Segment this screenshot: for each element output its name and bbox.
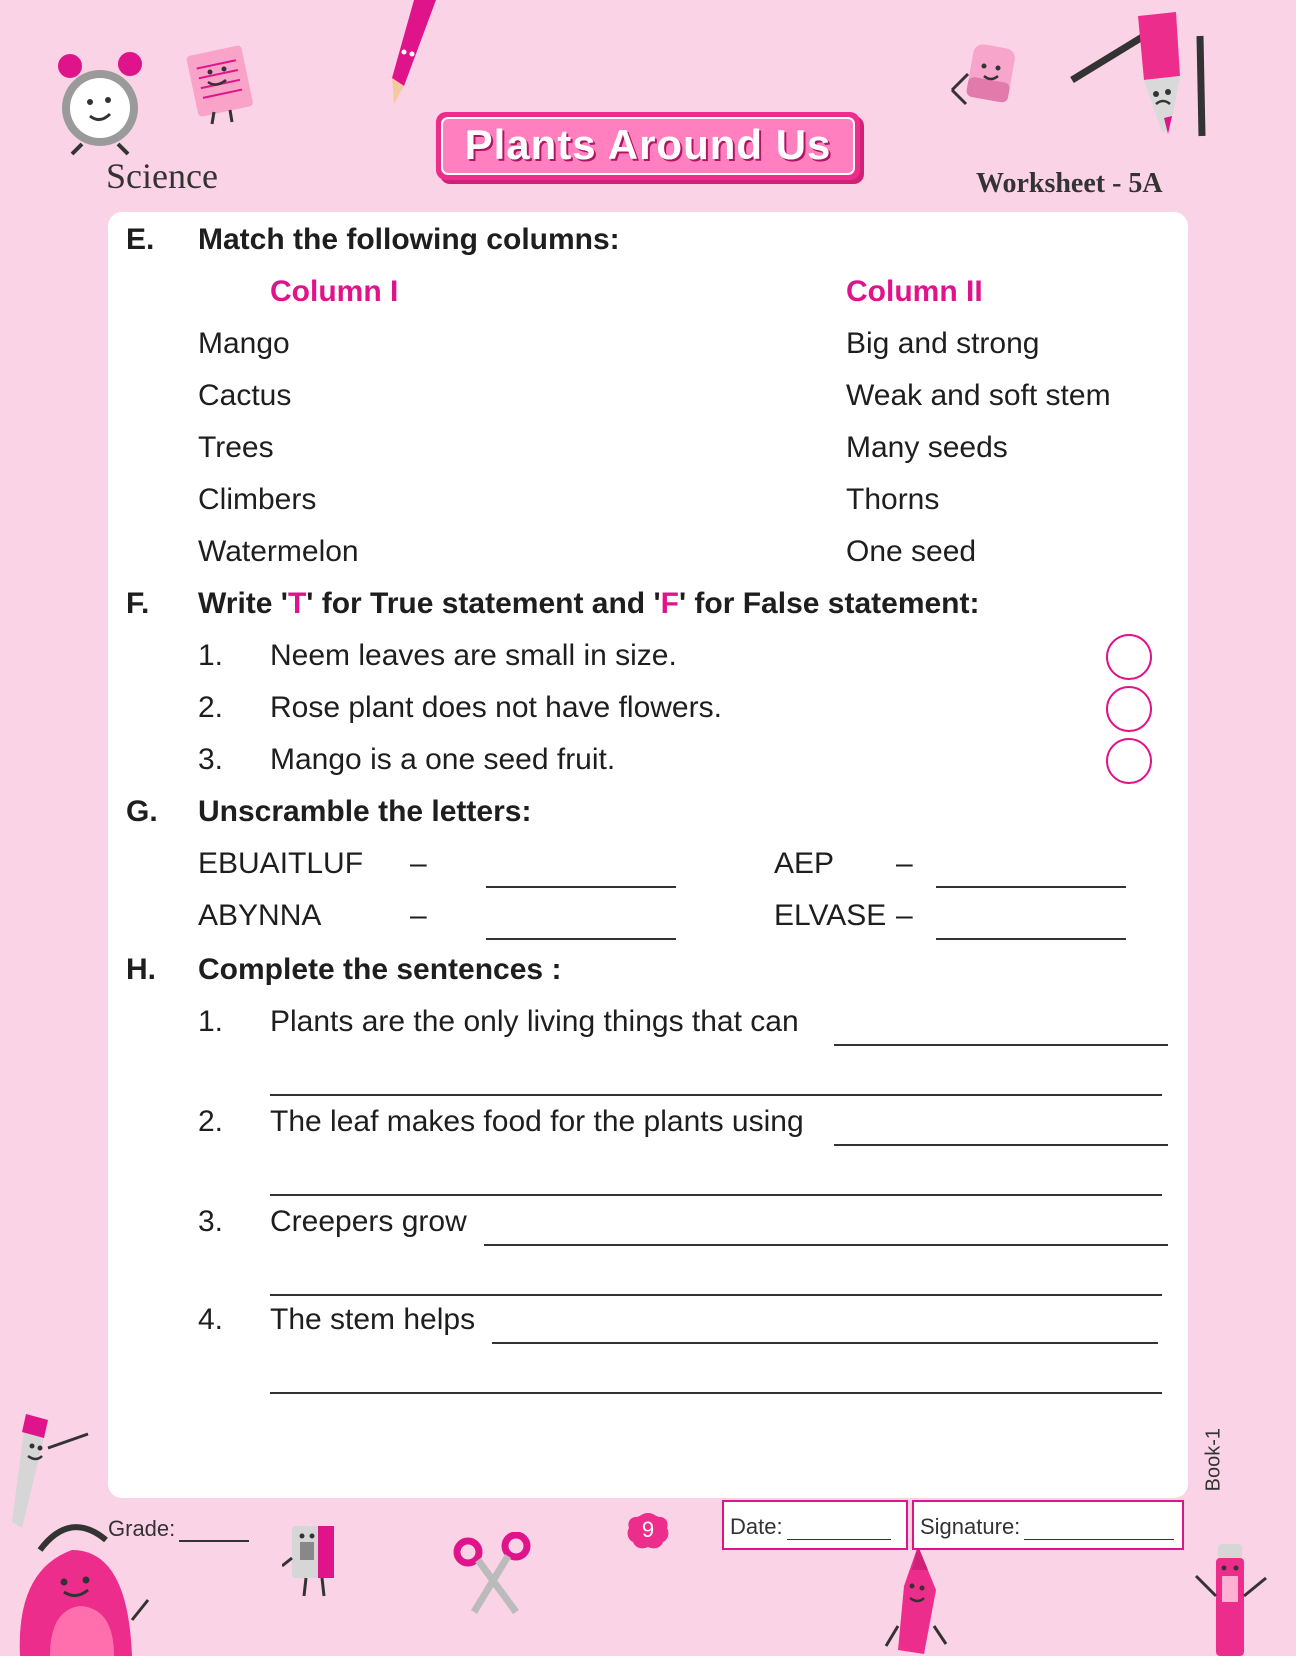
sentence-text: Plants are the only living things that can (270, 1005, 799, 1038)
statement-number: 2. (198, 691, 224, 724)
eraser-character-icon (944, 40, 1024, 122)
grade-blank[interactable] (179, 1540, 249, 1542)
sharpener-icon (282, 1518, 346, 1600)
dash: – (410, 899, 427, 932)
column-1-title: Column I (270, 275, 399, 308)
column-2-item: Weak and soft stem (846, 379, 1111, 412)
column-1-item: Climbers (198, 483, 317, 516)
sentence-number: 1. (198, 1005, 224, 1038)
signature-field[interactable] (912, 1500, 1184, 1550)
column-1-item: Cactus (198, 379, 292, 412)
section-h-letter: H. (126, 953, 156, 986)
column-2-item: Big and strong (846, 327, 1040, 360)
sentence-number: 4. (198, 1303, 224, 1336)
pen-icon (1192, 1536, 1272, 1656)
column-2-item: Thorns (846, 483, 940, 516)
signature-label: Signature: (920, 1514, 1021, 1539)
dash: – (410, 847, 427, 880)
section-g-heading: Unscramble the letters: (198, 795, 532, 828)
section-h-heading: Complete the sentences : (198, 953, 562, 986)
sentence-number: 2. (198, 1105, 224, 1138)
notepad-character-icon (178, 42, 262, 126)
statement-text: Rose plant does not have flowers. (270, 691, 722, 724)
subject-label: Science (106, 156, 218, 196)
answer-blank[interactable] (486, 938, 676, 940)
pencil-icon (380, 0, 440, 110)
answer-blank[interactable] (270, 1294, 1162, 1296)
alarm-clock-icon (52, 46, 152, 156)
section-f-heading: Write 'T' for True statement and 'F' for False statement: (198, 587, 980, 620)
answer-blank[interactable] (936, 938, 1126, 940)
dash: – (896, 899, 913, 932)
sentence-number: 3. (198, 1205, 224, 1238)
answer-blank[interactable] (270, 1094, 1162, 1096)
scissors-icon (452, 1532, 536, 1616)
scrambled-word: EBUAITLUF (198, 847, 364, 880)
dash: – (896, 847, 913, 880)
column-1-item: Trees (198, 431, 274, 464)
sentence-text: Creepers grow (270, 1205, 467, 1238)
answer-circle[interactable] (1106, 738, 1152, 784)
title-banner (436, 112, 860, 180)
section-f-letter: F. (126, 587, 150, 620)
answer-circle[interactable] (1106, 634, 1152, 680)
answer-blank[interactable] (492, 1342, 1158, 1344)
page-number: 9 (641, 1517, 655, 1542)
answer-blank[interactable] (484, 1244, 1168, 1246)
sentence-text: The leaf makes food for the plants using (270, 1105, 804, 1138)
date-blank[interactable] (787, 1539, 891, 1540)
answer-circle[interactable] (1106, 686, 1152, 732)
answer-blank[interactable] (834, 1044, 1168, 1046)
section-e-heading: Match the following columns: (198, 223, 620, 256)
true-marker: T (287, 587, 307, 620)
statement-number: 1. (198, 639, 224, 672)
book-label: Book-1 (1202, 1428, 1224, 1492)
sentence-text: The stem helps (270, 1303, 476, 1336)
worksheet-sheet (108, 212, 1188, 1498)
grade-label: Grade: (108, 1516, 176, 1541)
column-2-title: Column II (846, 275, 983, 308)
scrambled-word: AEP (774, 847, 835, 880)
false-marker: F (660, 587, 679, 620)
column-1-item: Mango (198, 327, 290, 360)
statement-text: Mango is a one seed fruit. (270, 743, 616, 776)
signature-blank[interactable] (1024, 1539, 1174, 1540)
answer-blank[interactable] (270, 1194, 1162, 1196)
column-2-item: Many seeds (846, 431, 1008, 464)
statement-text: Neem leaves are small in size. (270, 639, 677, 672)
answer-blank[interactable] (486, 886, 676, 888)
section-g-letter: G. (126, 795, 158, 828)
answer-blank[interactable] (936, 886, 1126, 888)
worksheet-number: Worksheet - 5A (976, 168, 1163, 199)
answer-blank[interactable] (834, 1144, 1168, 1146)
statement-number: 3. (198, 743, 224, 776)
scrambled-word: ELVASE (774, 899, 887, 932)
grade-field[interactable] (108, 1516, 249, 1542)
scrambled-word: ABYNNA (198, 899, 322, 932)
crayon-icon (884, 1546, 954, 1656)
column-2-item: One seed (846, 535, 977, 568)
date-label: Date: (730, 1514, 783, 1539)
section-e-letter: E. (126, 223, 155, 256)
pencil-character-icon (1068, 6, 1218, 138)
column-1-item: Watermelon (198, 535, 359, 568)
answer-blank[interactable] (270, 1392, 1162, 1394)
worksheet-title: Plants Around Us (441, 117, 855, 175)
date-field[interactable] (722, 1500, 908, 1550)
